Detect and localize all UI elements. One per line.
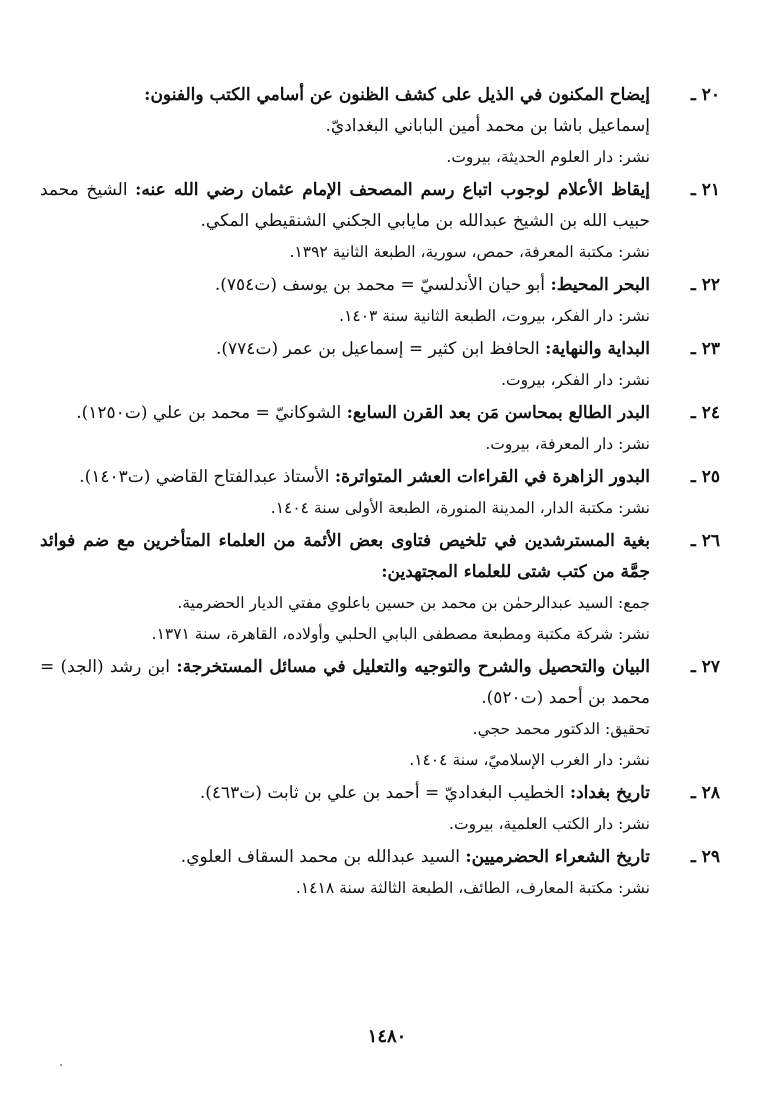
bibliography-entry [40,398,720,460]
entry-author: الحافظ ابن كثير = إسماعيل بن عمر (ت٧٧٤). [216,339,540,359]
entry-author: أبو حيان الأندلسيّ = محمد بن يوسف (ت٧٥٤). [214,275,546,295]
entry-detail-line: نشر: دار الغرب الإسلاميّ، سنة ١٤٠٤. [409,751,650,769]
entry-heading [40,526,650,588]
entry-number: ٢٨ ـ [690,783,720,803]
entry-detail-line: نشر: دار العلوم الحديثة، بيروت. [446,148,650,166]
entry-heading [40,778,650,809]
entry-author: الشيخ محمد حبيب الله بن الشيخ عبدالله بن مايابي الجكني الشنقيطي المكي. [40,180,650,231]
entry-heading [40,270,650,301]
entry-heading [40,334,650,365]
entry-author: الأستاذ عبدالفتاح القاضي (ت١٤٠٣). [79,467,330,487]
entry-detail-line: نشر: دار الفكر، بيروت. [501,371,650,389]
entry-number: ٢٧ ـ [690,657,720,677]
bibliography-entry [40,526,720,650]
entry-detail-line: نشر: دار الفكر، بيروت، الطبعة الثانية سنة ١٤٠٣. [339,307,650,325]
entry-detail-line: جمع: السيد عبدالرحمٰن بن محمد بن حسين باعلوي مفتي الديار الحضرمية. [177,594,650,612]
entry-title: البيان والتحصيل والشرح والتوجيه والتعليل في مسائل المستخرجة: [176,657,650,677]
entry-title: تاريخ بغداد: [569,783,650,803]
entry-detail-line: نشر: مكتبة الدار، المدينة المنورة، الطبعة الأولى سنة ١٤٠٤. [270,499,650,517]
entry-title: البدر الطالع بمحاسن مَن بعد القرن السابع: [346,403,650,423]
entry-number: ٢٠ ـ [690,85,720,105]
bibliography-entry [40,462,720,524]
entry-detail-line: نشر: شركة مكتبة ومطبعة مصطفى البابي الحلبي وأولاده، القاهرة، سنة ١٣٧١. [151,625,650,643]
entry-heading [40,462,650,493]
entry-number: ٢٩ ـ [690,847,720,867]
entry-heading [40,652,650,714]
entry-heading [40,175,650,237]
entry-title: تاريخ الشعراء الحضرميين: [465,847,650,867]
bibliography-entry [40,652,720,776]
entry-heading [40,80,650,111]
entry-number: ٢١ ـ [690,180,720,200]
bibliography-entry [40,80,720,173]
entry-title: إيضاح المكنون في الذيل على كشف الظنون عن أسامي الكتب والفنون: [144,85,650,105]
bibliography-entry [40,175,720,268]
entry-number: ٢٤ ـ [690,403,720,423]
entry-detail-line: نشر: دار الكتب العلمية، بيروت. [449,815,650,833]
entry-number: ٢٣ ـ [690,339,720,359]
entry-detail-line: تحقيق: الدكتور محمد حجي. [472,720,650,738]
bibliography-entry [40,778,720,840]
entry-detail-line: نشر: مكتبة المعارف، الطائف، الطبعة الثالثة سنة ١٤١٨. [295,879,650,897]
scan-speck [60,1064,62,1066]
entry-detail-line: نشر: دار المعرفة، بيروت. [485,435,650,453]
entry-number: ٢٢ ـ [690,275,720,295]
entry-detail-line: نشر: مكتبة المعرفة، حمص، سورية، الطبعة الثانية ١٣٩٢. [289,243,650,261]
entry-number: ٢٦ ـ [690,531,720,551]
bibliography-page [40,80,720,906]
bibliography-entry [40,334,720,396]
entry-title: البحر المحيط: [550,275,650,295]
entry-title: البدور الزاهرة في القراءات العشر المتواترة: [334,467,650,487]
entry-heading [40,842,650,873]
entry-author: الخطيب البغداديّ = أحمد بن علي بن ثابت (ت٤٦٣). [199,783,565,803]
entry-detail-line: إسماعيل باشا بن محمد أمين الباباني البغداديّ. [325,116,650,136]
bibliography-entry [40,842,720,904]
entry-heading [40,398,650,429]
entry-author: السيد عبدالله بن محمد السقاف العلوي. [180,847,460,867]
entry-title: بغية المسترشدين في تلخيص فتاوى بعض الأئمة من العلماء المتأخرين مع ضم فوائد جمَّة من كتب شتى للعلماء المجتهدين: [40,531,650,582]
entry-author: ابن رشد (الجد) = محمد بن أحمد (ت٥٢٠). [40,657,650,708]
page-number: ١٤٨٠ [367,1026,407,1047]
entry-title: إيقاظ الأعلام لوجوب اتباع رسم المصحف الإمام عثمان رضي الله عنه: [135,180,650,200]
entry-number: ٢٥ ـ [690,467,720,487]
entry-author: الشوكانيّ = محمد بن علي (ت١٢٥٠). [76,403,342,423]
entry-title: البداية والنهاية: [545,339,650,359]
bibliography-entry [40,270,720,332]
